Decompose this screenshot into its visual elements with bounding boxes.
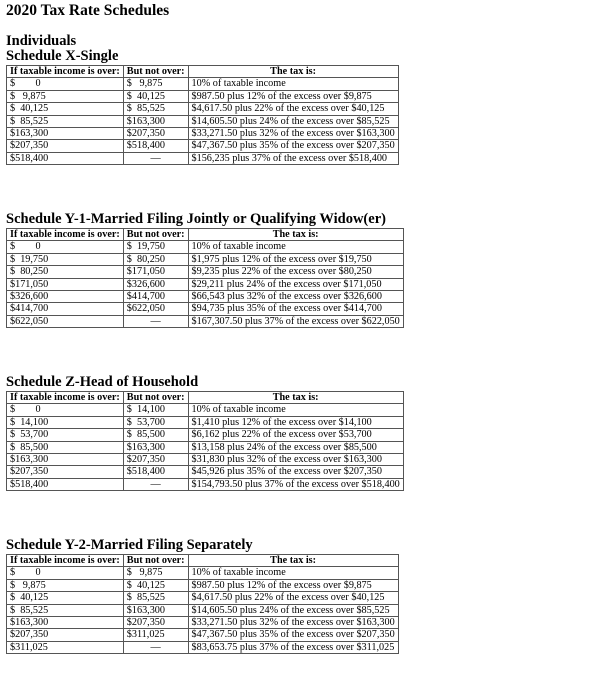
cell-not-over: $ 9,875 [123, 78, 188, 90]
cell-over: $ 9,875 [7, 90, 124, 102]
cell-not-over: $326,600 [123, 278, 188, 290]
header-over: If taxable income is over: [7, 229, 124, 241]
table-row [7, 78, 399, 90]
table-row [7, 140, 399, 152]
cell-tax: $9,235 plus 22% of the excess over $80,250 [188, 266, 403, 278]
cell-over: $ 40,125 [7, 103, 124, 115]
table-row [7, 441, 404, 453]
cell-over: $ 19,750 [7, 253, 124, 265]
schedule-y1-married-jointly [6, 211, 404, 328]
cell-not-over: $ 85,500 [123, 429, 188, 441]
cell-over: $ 80,250 [7, 266, 124, 278]
page-title: 2020 Tax Rate Schedules [6, 2, 170, 19]
cell-tax: $29,211 plus 24% of the excess over $171,050 [188, 278, 403, 290]
header-tax: The tax is: [188, 66, 398, 78]
cell-not-over: — [123, 478, 188, 490]
cell-over: $ 85,525 [7, 604, 124, 616]
table-row [7, 115, 399, 127]
schedule-title: Schedule X-Single [6, 48, 119, 64]
cell-not-over: $518,400 [123, 466, 188, 478]
cell-tax: $94,735 plus 35% of the excess over $414,700 [188, 303, 403, 315]
table-row [7, 103, 399, 115]
cell-tax: $1,410 plus 12% of the excess over $14,100 [188, 416, 403, 428]
header-tax: The tax is: [188, 229, 403, 241]
cell-tax: $13,158 plus 24% of the excess over $85,500 [188, 441, 403, 453]
cell-tax: $987.50 plus 12% of the excess over $9,875 [188, 579, 398, 591]
schedule-y2-married-separately [6, 537, 399, 654]
cell-not-over: $163,300 [123, 115, 188, 127]
cell-tax: $31,830 plus 32% of the excess over $163,300 [188, 454, 403, 466]
table-row [7, 241, 404, 253]
cell-over: $311,025 [7, 641, 124, 653]
table-row [7, 567, 399, 579]
cell-over: $ 0 [7, 241, 124, 253]
cell-over: $163,300 [7, 128, 124, 140]
cell-not-over: $414,700 [123, 291, 188, 303]
cell-not-over: $ 14,100 [123, 404, 188, 416]
cell-not-over: $311,025 [123, 629, 188, 641]
cell-over: $ 53,700 [7, 429, 124, 441]
header-over: If taxable income is over: [7, 555, 124, 567]
cell-not-over: $518,400 [123, 140, 188, 152]
table-row [7, 454, 404, 466]
table-row [7, 604, 399, 616]
section-heading-individuals: Individuals [6, 33, 77, 49]
cell-not-over: — [123, 152, 188, 164]
header-over: If taxable income is over: [7, 66, 124, 78]
schedule-title: Schedule Z-Head of Household [6, 374, 199, 390]
cell-not-over: $ 40,125 [123, 90, 188, 102]
table-row [7, 90, 399, 102]
cell-tax: $33,271.50 plus 32% of the excess over $163,300 [188, 128, 398, 140]
cell-over: $ 14,100 [7, 416, 124, 428]
cell-tax: 10% of taxable income [188, 404, 403, 416]
cell-tax: $47,367.50 plus 35% of the excess over $207,350 [188, 140, 398, 152]
cell-over: $ 85,525 [7, 115, 124, 127]
cell-over: $326,600 [7, 291, 124, 303]
table-row [7, 617, 399, 629]
table-row [7, 253, 404, 265]
rate-table [6, 554, 399, 654]
table-header-row [7, 555, 399, 567]
cell-tax: 10% of taxable income [188, 78, 398, 90]
cell-not-over: — [123, 641, 188, 653]
cell-not-over: $ 85,525 [123, 103, 188, 115]
cell-not-over: $207,350 [123, 128, 188, 140]
cell-not-over: $ 53,700 [123, 416, 188, 428]
cell-over: $163,300 [7, 617, 124, 629]
cell-tax: $14,605.50 plus 24% of the excess over $85,525 [188, 604, 398, 616]
cell-not-over: $207,350 [123, 454, 188, 466]
cell-over: $622,050 [7, 315, 124, 327]
header-not-over: But not over: [123, 392, 188, 404]
cell-over: $518,400 [7, 152, 124, 164]
header-tax: The tax is: [188, 555, 398, 567]
cell-not-over: $163,300 [123, 604, 188, 616]
table-row [7, 315, 404, 327]
cell-not-over: $ 9,875 [123, 567, 188, 579]
cell-not-over: $622,050 [123, 303, 188, 315]
table-header-row [7, 392, 404, 404]
schedule-x-single [6, 48, 399, 165]
cell-over: $ 9,875 [7, 579, 124, 591]
cell-over: $ 0 [7, 567, 124, 579]
cell-tax: $4,617.50 plus 22% of the excess over $40,125 [188, 103, 398, 115]
cell-over: $163,300 [7, 454, 124, 466]
cell-tax: 10% of taxable income [188, 241, 403, 253]
cell-tax: $154,793.50 plus 37% of the excess over $518,400 [188, 478, 403, 490]
cell-not-over: $207,350 [123, 617, 188, 629]
cell-tax: $83,653.75 plus 37% of the excess over $311,025 [188, 641, 398, 653]
schedule-z-head-of-household [6, 374, 404, 491]
header-not-over: But not over: [123, 555, 188, 567]
cell-over: $207,350 [7, 629, 124, 641]
cell-over: $207,350 [7, 466, 124, 478]
cell-not-over: $ 85,525 [123, 592, 188, 604]
table-row [7, 278, 404, 290]
table-row [7, 128, 399, 140]
cell-over: $ 0 [7, 404, 124, 416]
table-row [7, 466, 404, 478]
cell-over: $414,700 [7, 303, 124, 315]
cell-not-over: $171,050 [123, 266, 188, 278]
cell-tax: 10% of taxable income [188, 567, 398, 579]
table-row [7, 303, 404, 315]
cell-tax: $33,271.50 plus 32% of the excess over $163,300 [188, 617, 398, 629]
schedule-title: Schedule Y-1-Married Filing Jointly or Qualifying Widow(er) [6, 211, 386, 227]
cell-tax: $47,367.50 plus 35% of the excess over $207,350 [188, 629, 398, 641]
cell-over: $518,400 [7, 478, 124, 490]
cell-not-over: $163,300 [123, 441, 188, 453]
cell-tax: $14,605.50 plus 24% of the excess over $85,525 [188, 115, 398, 127]
cell-tax: $987.50 plus 12% of the excess over $9,875 [188, 90, 398, 102]
table-row [7, 629, 399, 641]
header-over: If taxable income is over: [7, 392, 124, 404]
cell-tax: $1,975 plus 12% of the excess over $19,750 [188, 253, 403, 265]
rate-table [6, 65, 399, 165]
header-not-over: But not over: [123, 229, 188, 241]
rate-table [6, 228, 404, 328]
table-row [7, 641, 399, 653]
cell-tax: $45,926 plus 35% of the excess over $207,350 [188, 466, 403, 478]
cell-not-over: $ 80,250 [123, 253, 188, 265]
cell-over: $ 0 [7, 78, 124, 90]
cell-tax: $167,307.50 plus 37% of the excess over $622,050 [188, 315, 403, 327]
table-row [7, 429, 404, 441]
table-header-row [7, 229, 404, 241]
schedule-title: Schedule Y-2-Married Filing Separately [6, 537, 253, 553]
table-row [7, 266, 404, 278]
rate-table [6, 391, 404, 491]
table-row [7, 152, 399, 164]
cell-tax: $156,235 plus 37% of the excess over $518,400 [188, 152, 398, 164]
cell-tax: $6,162 plus 22% of the excess over $53,700 [188, 429, 403, 441]
cell-not-over: $ 19,750 [123, 241, 188, 253]
cell-over: $ 85,500 [7, 441, 124, 453]
table-row [7, 592, 399, 604]
cell-not-over: — [123, 315, 188, 327]
table-row [7, 404, 404, 416]
table-row [7, 416, 404, 428]
table-row [7, 579, 399, 591]
cell-over: $207,350 [7, 140, 124, 152]
cell-not-over: $ 40,125 [123, 579, 188, 591]
table-row [7, 478, 404, 490]
cell-tax: $4,617.50 plus 22% of the excess over $40,125 [188, 592, 398, 604]
cell-tax: $66,543 plus 32% of the excess over $326,600 [188, 291, 403, 303]
header-not-over: But not over: [123, 66, 188, 78]
header-tax: The tax is: [188, 392, 403, 404]
cell-over: $171,050 [7, 278, 124, 290]
cell-over: $ 40,125 [7, 592, 124, 604]
table-header-row [7, 66, 399, 78]
table-row [7, 291, 404, 303]
